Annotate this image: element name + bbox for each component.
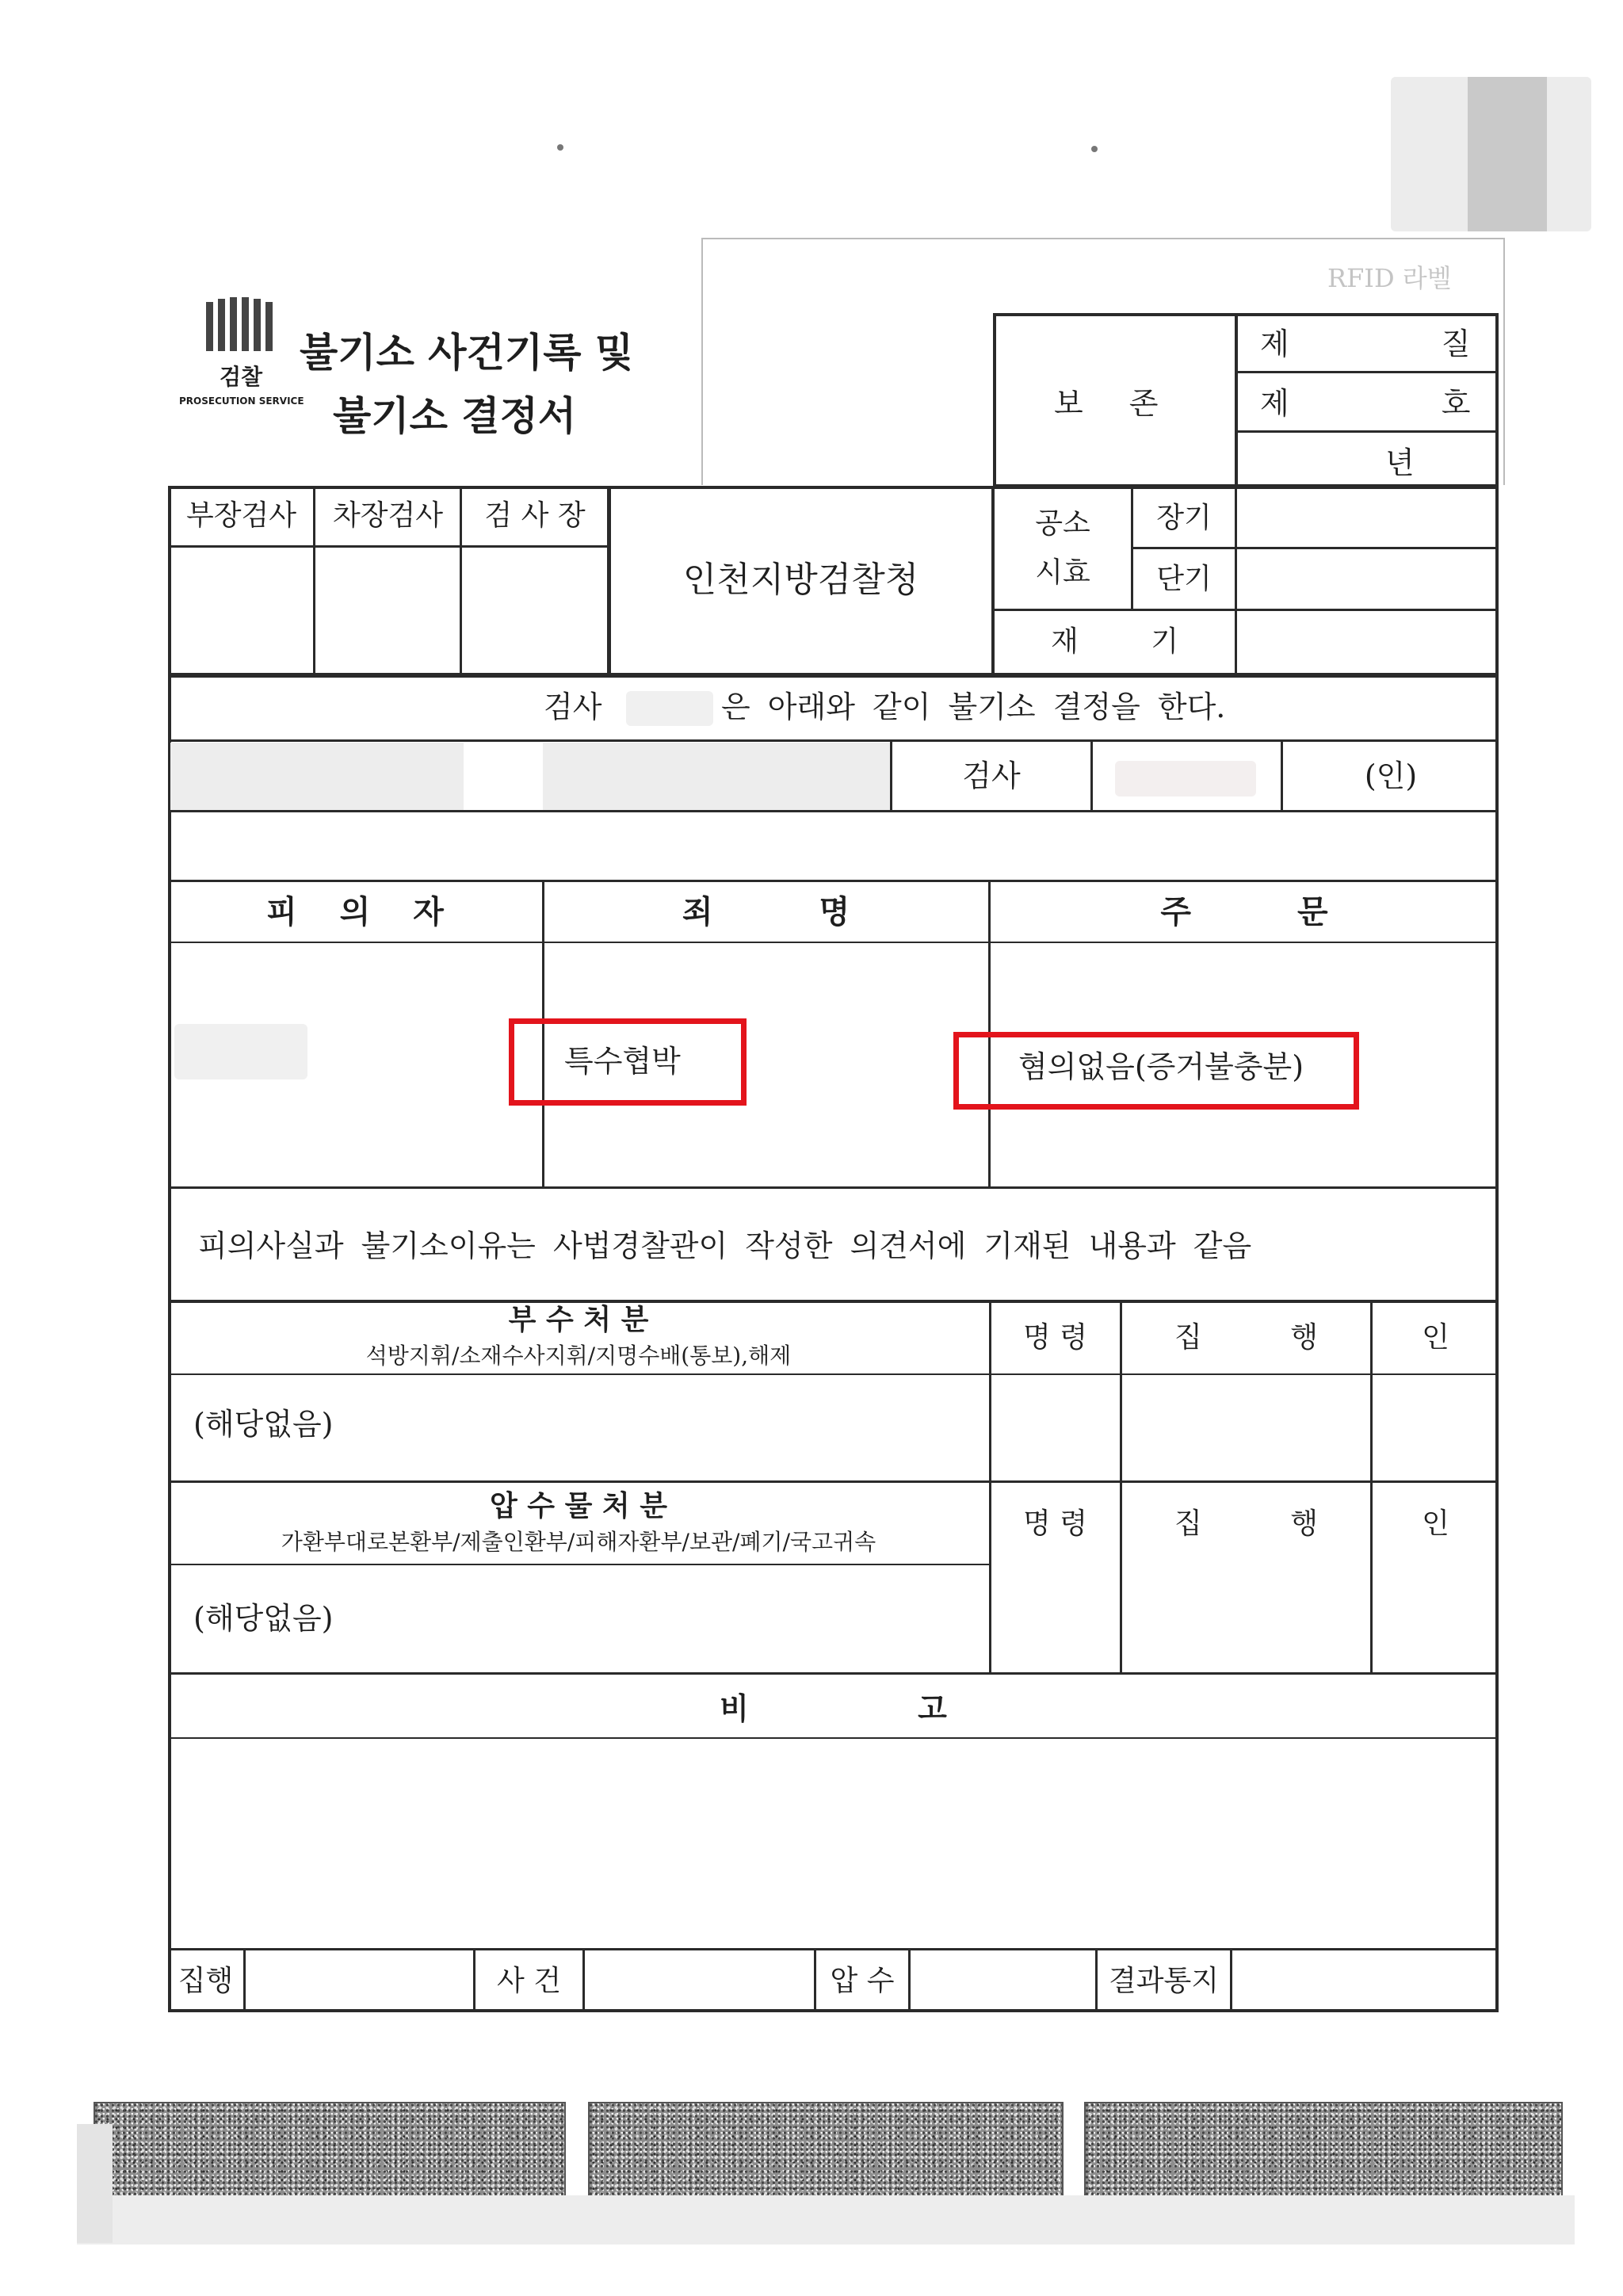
approval-chief: 부장검사 bbox=[185, 499, 297, 532]
rfid-label: RFID 라벨 bbox=[1327, 263, 1452, 293]
scan-dot bbox=[557, 144, 563, 151]
ancillary-title: 부 수 처 분 bbox=[508, 1303, 649, 1336]
redacted-barcode bbox=[94, 2102, 566, 2200]
logo-subtext: PROSECUTION SERVICE bbox=[179, 395, 304, 407]
statute-label-2: 시효 bbox=[1035, 556, 1090, 589]
disposition-value: 혐의없음(증거불충분) bbox=[1018, 1049, 1304, 1084]
seized-content: (해당없음) bbox=[193, 1601, 334, 1636]
document-title-line2: 불기소 결정서 bbox=[333, 392, 577, 439]
ancillary-order: 명 령 bbox=[1023, 1321, 1087, 1354]
seized-seal: 인 bbox=[1422, 1507, 1449, 1540]
redacted-name bbox=[626, 691, 713, 726]
footer-execution: 집행 bbox=[178, 1965, 234, 1997]
scan-dot bbox=[1091, 146, 1098, 152]
decision-suffix: 은 아래와 같이 불기소 결정을 한다. bbox=[721, 690, 1226, 724]
redacted-field bbox=[543, 743, 892, 810]
remarks-title: 비 고 bbox=[720, 1690, 947, 1726]
redacted-barcode bbox=[1084, 2102, 1563, 2200]
ancillary-seal: 인 bbox=[1422, 1321, 1449, 1354]
footer-case: 사 건 bbox=[497, 1965, 561, 1997]
footer-seizure: 압 수 bbox=[830, 1965, 895, 1997]
redacted-footer bbox=[77, 2195, 1575, 2244]
preservation-row-1: 제 질 bbox=[1260, 327, 1471, 361]
approval-deputy: 차장검사 bbox=[332, 499, 444, 532]
preservation-row-2: 제 호 bbox=[1260, 386, 1471, 421]
statute-long: 장기 bbox=[1156, 502, 1212, 534]
redacted-prosecutor-name bbox=[1115, 761, 1256, 797]
header-disposition: 주 문 bbox=[1160, 893, 1328, 930]
preservation-row-3: 년 bbox=[1385, 445, 1415, 480]
seized-order: 명 령 bbox=[1023, 1507, 1087, 1540]
header-charge: 죄 명 bbox=[682, 893, 850, 930]
preservation-label: 보존 bbox=[1054, 386, 1205, 421]
seized-execution: 집 행 bbox=[1174, 1507, 1318, 1540]
seized-subtitle: 가환부대로본환부/제출인환부/피해자환부/보관/폐기/국고귀속 bbox=[281, 1529, 876, 1555]
statute-short: 단기 bbox=[1156, 563, 1212, 595]
decision-prefix: 검사 bbox=[544, 690, 602, 724]
prosecution-logo-icon bbox=[203, 297, 279, 357]
footer-notification: 결과통지 bbox=[1108, 1965, 1220, 1997]
approval-head: 검 사 장 bbox=[484, 499, 586, 532]
seal-mark: (인) bbox=[1364, 758, 1418, 793]
redacted-suspect bbox=[174, 1024, 307, 1079]
ancillary-execution: 집 행 bbox=[1174, 1321, 1318, 1354]
ancillary-content: (해당없음) bbox=[193, 1407, 334, 1442]
office-name: 인천지방검찰청 bbox=[682, 560, 919, 600]
seized-title: 압 수 물 처 분 bbox=[489, 1489, 667, 1522]
statute-label-1: 공소 bbox=[1035, 507, 1090, 540]
redacted-block bbox=[1468, 77, 1547, 231]
logo-label: 검찰 bbox=[219, 364, 263, 390]
statute-resume: 재 기 bbox=[1051, 625, 1178, 658]
header-suspect: 피 의 자 bbox=[266, 893, 444, 930]
charge-value: 특수협박 bbox=[564, 1044, 681, 1079]
document-title-line1: 불기소 사건기록 및 bbox=[300, 329, 634, 376]
redacted-field bbox=[170, 743, 464, 810]
prosecutor-label: 검사 bbox=[962, 758, 1021, 793]
redacted-barcode bbox=[588, 2102, 1064, 2200]
ancillary-subtitle: 석방지휘/소재수사지휘/지명수배(통보),해제 bbox=[365, 1343, 792, 1369]
redacted-footer bbox=[77, 2124, 113, 2243]
facts-note: 피의사실과 불기소이유는 사법경찰관이 작성한 의견서에 기재된 내용과 같음 bbox=[198, 1228, 1252, 1263]
